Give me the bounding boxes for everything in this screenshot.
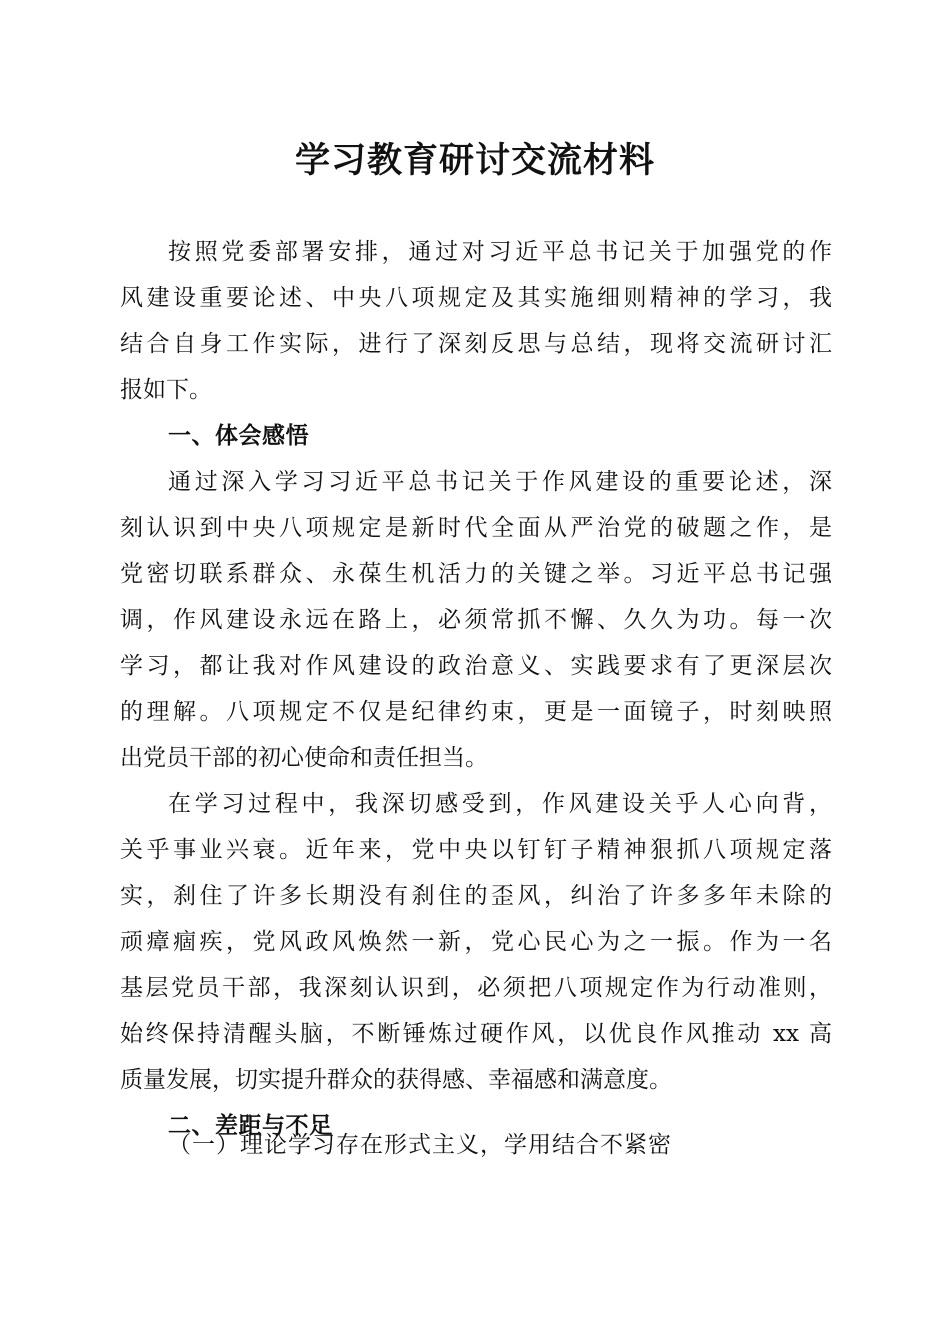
section-1-para-1-line-6: 的理解。八项规定不仅是纪律约束，更是一面镜子，时刻映照	[120, 699, 832, 725]
section-1-para-2-line-5: 基层党员干部，我深刻认识到，必须把八项规定作为行动准则，	[120, 975, 832, 1001]
section-1-para-1-line-3: 党密切联系群众、永葆生机活力的关键之举。习近平总书记强	[120, 561, 832, 587]
intro-line-4: 报如下。	[120, 377, 212, 403]
section-1-para-1-line-5: 学习，都让我对作风建设的政治意义、实践要求有了更深层次	[120, 653, 832, 679]
intro-line-2: 风建设重要论述、中央八项规定及其实施细则精神的学习，我	[120, 285, 832, 311]
section-1-para-2-line-1: 在学习过程中，我深切感受到，作风建设关乎人心向背，	[168, 791, 832, 817]
intro-line-3: 结合自身工作实际，进行了深刻反思与总结，现将交流研讨汇	[120, 331, 832, 357]
document-title: 学习教育研讨交流材料	[294, 140, 655, 181]
section-1-para-2-line-7: 质量发展，切实提升群众的获得感、幸福感和满意度。	[120, 1067, 672, 1093]
section-1-heading: 一、体会感悟	[168, 423, 309, 449]
section-1-para-2-line-3: 实，刹住了许多长期没有刹住的歪风，纠治了许多多年未除的	[120, 883, 832, 909]
section-1-para-1-line-4: 调，作风建设永远在路上，必须常抓不懈、久久为功。每一次	[120, 607, 832, 633]
section-1-para-1-line-2: 刻认识到中央八项规定是新时代全面从严治党的破题之作，是	[120, 515, 832, 541]
section-2-heading: 二、差距与不足	[168, 1113, 333, 1139]
section-1-para-2-line-2: 关乎事业兴衰。近年来，党中央以钉钉子精神狠抓八项规定落	[120, 837, 832, 863]
section-1-para-2-line-6: 始终保持清醒头脑，不断锤炼过硬作风，以优良作风推动 xx 高	[120, 1021, 832, 1047]
section-2-subheading-1: （一）理论学习存在形式主义，学用结合不紧密	[168, 1132, 672, 1158]
section-1-para-1-line-1: 通过深入学习习近平总书记关于作风建设的重要论述，深	[168, 469, 832, 495]
section-1-para-2-line-4: 顽瘴痼疾，党风政风焕然一新，党心民心为之一振。作为一名	[120, 929, 832, 955]
section-1-para-1-line-7: 出党员干部的初心使命和责任担当。	[120, 745, 488, 771]
intro-line-1: 按照党委部署安排，通过对习近平总书记关于加强党的作	[168, 239, 832, 265]
